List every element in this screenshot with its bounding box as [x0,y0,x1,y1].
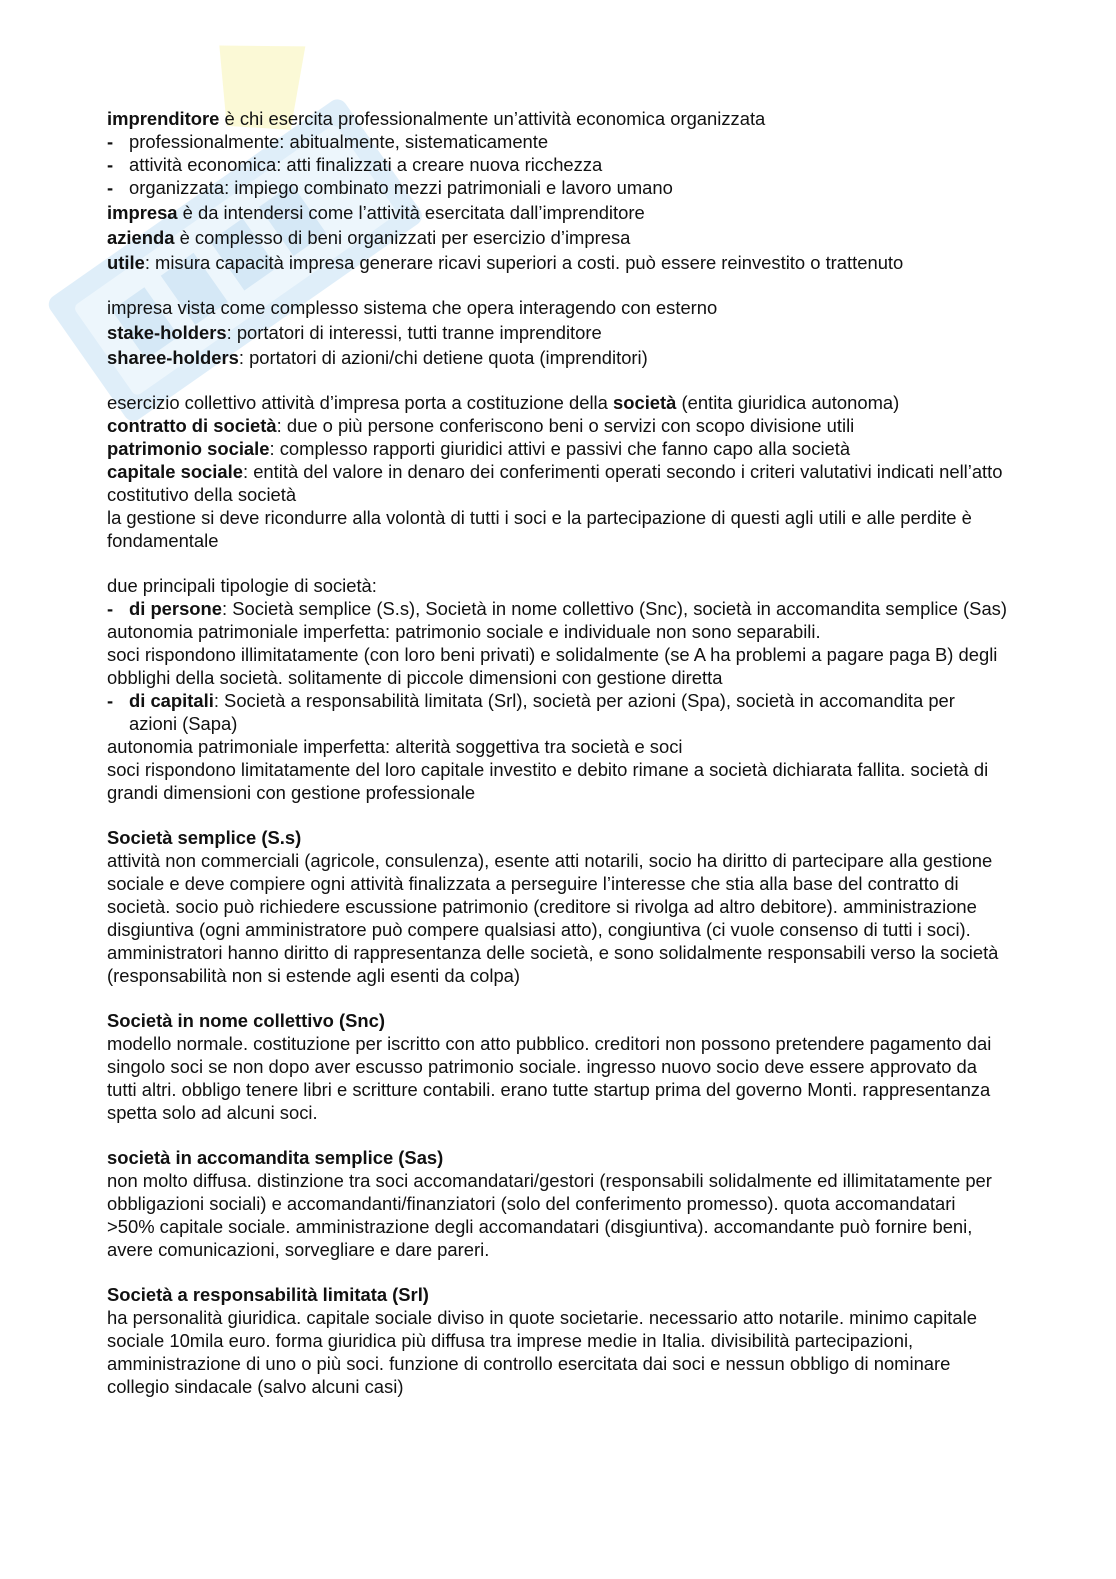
document-page [107,107,1007,1398]
paragraph: la gestione si deve ricondurre alla volontà di tutti i soci e la partecipazione di questi agli utili e alle perdite è fondamentale [107,507,972,551]
definition-patrimonio: patrimonio sociale: complesso rapporti giuridici attivi e passivi che fanno capo alla società [107,438,851,459]
paragraph: attività non commerciali (agricole, consulenza), esente atti notarili, socio ha diritto di partecipare alla gestione sociale e deve compiere ogni attività finalizzata a perseguire l’interesse che stia alla base del contratto di società. socio può richiedere escussione patrimonio (creditore si rivolga ad altro debitore). amministrazione disgiuntiva (ogni amministratore può compere qualsiasi atto), congiuntiva (ci vuole consenso di tutti i soci). [107,850,993,940]
definition-stakeholders: stake-holders: portatori di interessi, tutti tranne imprenditore [107,322,602,343]
paragraph: amministratori hanno diritto di rappresentanza delle società, e sono solidalmente responsabili verso la società (responsabilità non si estende agli esenti da colpa) [107,942,999,986]
definition-azienda: azienda è complesso di beni organizzati per esercizio d’impresa [107,227,631,248]
paragraph: soci rispondono illimitatamente (con loro beni privati) e solidalmente (se A ha problemi a pagare paga B) degli obblighi della società. solitamente di piccole dimensioni con gestione diretta [107,644,998,688]
section-heading: Società semplice (S.s) [107,827,302,848]
paragraph: due principali tipologie di società: [107,575,377,596]
list-item: - organizzata: impiego combinato mezzi patrimoniali e lavoro umano [107,177,673,198]
paragraph: modello normale. costituzione per iscritto con atto pubblico. creditori non possono pretendere pagamento dai singolo soci se non dopo aver escusso patrimonio sociale. ingresso nuovo socio deve essere approvato da tutti altri. obbligo tenere libri e scritture contabili. erano tutte startup prima del governo Monti. rappresentanza spetta solo ad alcuni soci. [107,1033,992,1123]
paragraph: soci rispondono limitatamente del loro capitale investito e debito rimane a società dichiarata fallita. società di grandi dimensioni con gestione professionale [107,759,989,803]
definition-impresa: impresa è da intendersi come l’attività esercitata dall’imprenditore [107,202,645,223]
definition-contratto: contratto di società: due o più persone conferiscono beni o servizi con scopo divisione utili [107,415,855,436]
list-item: - professionalmente: abitualmente, sistematicamente [107,131,549,152]
section-heading: società in accomandita semplice (Sas) [107,1147,444,1168]
section-heading: Società in nome collettivo (Snc) [107,1010,385,1031]
definition-capitale: capitale sociale: entità del valore in denaro dei conferimenti operati secondo i criteri valutativi indicati nell’atto costitutivo della società [107,461,1003,505]
paragraph: ha personalità giuridica. capitale sociale diviso in quote societarie. necessario atto notarile. minimo capitale sociale 10mila euro. forma giuridica più diffusa tra imprese medie in Italia. divisibilità partecipazioni, amministrazione di uno o più soci. funzione di controllo esercitata dai soci e nessun obbligo di nominare collegio sindacale (salvo alcuni casi) [107,1307,977,1397]
definition-imprenditore: imprenditore è chi esercita professionalmente un’attività economica organizzata [107,108,766,129]
list-item-capitali: - di capitali: Società a responsabilità limitata (Srl), società per azioni (Spa), società in accomandita per azioni (Sapa) [107,690,955,734]
paragraph: non molto diffusa. distinzione tra soci accomandatari/gestori (responsabili solidalmente ed illimitatamente per obbligazioni sociali) e accomandanti/finanziatori (solo del conferimento promesso). quota accomandatari >50% capitale sociale. amministrazione degli accomandatari (disgiuntiva). accomandante può fornire beni, avere comunicazioni, sorvegliare e dare pareri. [107,1170,992,1260]
paragraph: impresa vista come complesso sistema che opera interagendo con esterno [107,297,718,318]
section-heading: Società a responsabilità limitata (Srl) [107,1284,429,1305]
list-item: - attività economica: atti finalizzati a creare nuova ricchezza [107,154,603,175]
definition-utile: utile: misura capacità impresa generare ricavi superiori a costi. può essere reinvestito o trattenuto [107,252,904,273]
list-item-persone: - di persone: Società semplice (S.s), Società in nome collettivo (Snc), società in accomandita semplice (Sas) [107,598,1007,619]
paragraph: autonomia patrimoniale imperfetta: patrimonio sociale e individuale non sono separabili. [107,621,821,642]
paragraph: autonomia patrimoniale imperfetta: alterità soggettiva tra società e soci [107,736,683,757]
paragraph: esercizio collettivo attività d’impresa porta a costituzione della società (entita giuridica autonoma) [107,392,900,413]
definition-shareholders: sharee-holders: portatori di azioni/chi detiene quota (imprenditori) [107,347,648,368]
